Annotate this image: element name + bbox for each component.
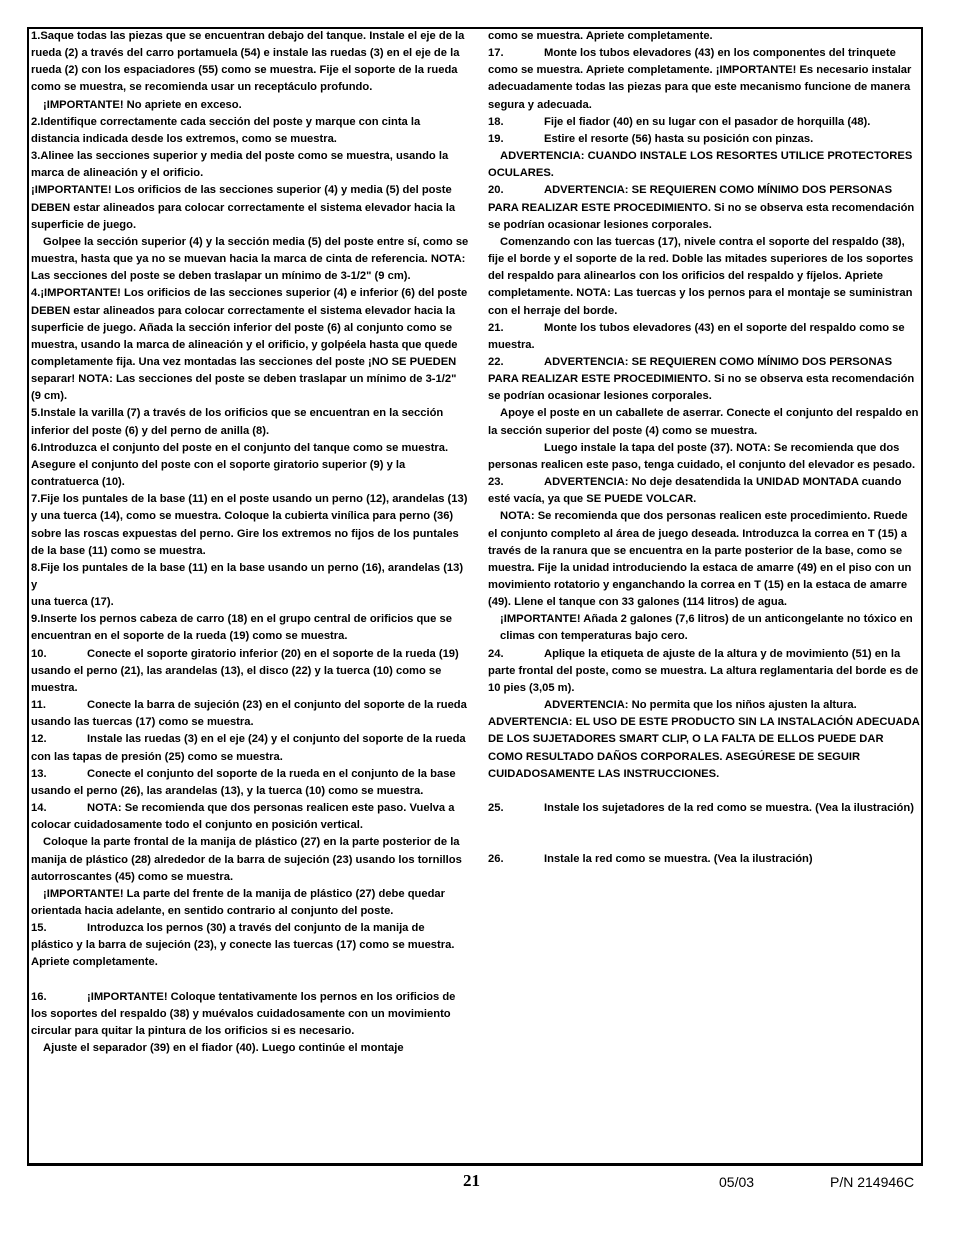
instruction-paragraph [488,714,920,783]
instruction-paragraph [488,474,920,508]
step-text: Comenzando con las tuercas (17), nivele contra el soporte del respaldo (38), fije el borde y el soporte de la red. Doble las mitades superiores de los soportes del respaldo para alinearlos con los orificios del respaldo y fíjelos. Apriete completamente. NOTA: Las tuercas y los pernos para el montaje se suministran con el herraje del borde. [488,235,914,317]
step-text: una tuerca (17). [31,596,114,609]
instruction-paragraph [488,182,920,233]
step-number: 16. [31,990,47,1003]
step-number: 13. [31,767,47,780]
step-text: Golpee la sección superior (4) y la sección media (5) del poste entre sí, como se muestra, hasta que ya no se muevan hacia la marca de cinta de referencia. NOTA: Las secciones del poste se deben traslapar un mínimo de 3-1/2" (9 cm). [31,235,469,283]
step-text: ¡IMPORTANTE! Los orificios de las secciones superior (4) y media (5) del poste DEBEN estar alineados para colocar correctamente el sistema elevador hacia la superficie de juego. [31,184,456,231]
instruction-paragraph [31,594,469,611]
instruction-paragraph [31,285,469,405]
step-text: Instale las ruedas (3) en el eje (24) y el conjunto del soporte de la rueda con las tapas de presión (25) como se muestra. [31,733,466,763]
step-text: 9.Inserte los pernos cabeza de carro (18) en el grupo central de orificios que se encuentran en el soporte de la rueda (19) como se muestra. [31,613,452,643]
instruction-paragraph [31,1040,469,1057]
instruction-paragraph [488,628,920,645]
instruction-paragraph [31,405,469,439]
step-text: 3.Alinee las secciones superior y media del poste como se muestra, usando la marca de alineación y el orificio. [31,150,449,180]
step-text: Instale la red como se muestra. (Vea la ilustración) [544,853,813,866]
instruction-paragraph [488,131,920,148]
instruction-paragraph [488,508,920,611]
instruction-paragraph [488,817,920,834]
step-number: 15. [31,922,47,935]
step-text: 8.Fije los puntales de la base (11) en la base usando un perno (16), arandelas (13) y [31,561,464,591]
step-number: 14. [31,802,47,815]
step-text: ADVERTENCIA: CUANDO INSTALE LOS RESORTES UTILICE PROTECTORES OCULARES. [488,150,913,180]
step-number: 22. [488,355,504,368]
step-number: 24. [488,647,504,660]
step-text: Fije el fiador (40) en su lugar con el pasador de horquilla (48). [544,115,871,128]
right-column [488,28,920,869]
step-number: 25. [488,802,504,815]
instruction-paragraph [31,800,469,834]
instruction-paragraph [488,28,920,45]
step-text: Monte los tubos elevadores (43) en los componentes del trinquete como se muestra. Apriete completamente. ¡IMPORTANTE! Es necesario instalar adecuadamente todas las piezas para que este mecanismo funcione de manera segura y adecuada. [488,47,912,111]
step-text: Monte los tubos elevadores (43) en el soporte del respaldo como se muestra. [488,321,905,351]
instruction-paragraph [31,28,469,97]
step-text: ¡IMPORTANTE! La parte del frente de la manija de plástico (27) debe quedar orientada hacia adelante, en sentido contrario al conjunto del poste. [31,887,446,917]
step-number: 23. [488,476,504,489]
instruction-paragraph [31,886,469,920]
instruction-paragraph [488,354,920,405]
step-text: ADVERTENCIA: SE REQUIEREN COMO MÍNIMO DOS PERSONAS PARA REALIZAR ESTE PROCEDIMIENTO. Si no se observa esta recomendación se podrían ocasionar lesiones corporales. [488,184,915,231]
instruction-paragraph [31,491,469,560]
step-number: 17. [488,47,504,60]
step-text: ¡IMPORTANTE! Añada 2 galones (7,6 litros) de un anticongelante no tóxico en [500,613,913,626]
instruction-paragraph [31,97,469,114]
step-text: ¡IMPORTANTE! No apriete en exceso. [43,98,242,111]
step-text: NOTA: Se recomienda que dos personas realicen este procedimiento. Ruede el conjunto completo al área de juego deseada. Introduzca la correa en T (15) a través de la ranura que se encuentra en la parte posterior de la base, como se muestra. Fije la unidad introduciendo la estaca de amarre (49) en el piso con un movimiento rotatorio y enganchando la correa en T (15) en la estaca de amarre (49). Llene el tanque con 33 galones (114 litros) de agua. [488,510,912,609]
instruction-paragraph [31,611,469,645]
instruction-paragraph [488,834,920,851]
step-text: NOTA: Se recomienda que dos personas realicen este paso. Vuelva a colocar cuidadosamente todo el conjunto en posición vertical. [31,802,455,832]
step-text: Conecte el soporte giratorio inferior (20) en el soporte de la rueda (19) usando el perno (21), las arandelas (13), el disco (22) y la tuerca (10) como se muestra. [31,647,459,694]
step-text: 7.Fije los puntales de la base (11) en el poste usando un perno (12), arandelas (13) y una tuerca (14), como se muestra. Coloque la cubierta vinílica para perno (36) sobre las roscas expuestas del perno. Gire los extremos no fijos de los puntales de la base (11) como se muestra. [31,493,468,557]
step-number: 11. [31,699,46,712]
instruction-paragraph [31,731,469,765]
instruction-paragraph [31,234,469,285]
step-text: Conecte la barra de sujeción (23) en el conjunto del soporte de la rueda usando las tuercas (17) como se muestra. [31,699,467,729]
instruction-paragraph [31,834,469,885]
step-number: 10. [31,647,47,660]
instruction-paragraph [31,440,469,491]
instruction-paragraph [488,320,920,354]
step-text: Instale los sujetadores de la red como se muestra. (Vea la ilustración) [544,802,914,815]
step-text: Aplique la etiqueta de ajuste de la altura y de movimiento (51) en la parte frontal del poste, como se muestra. La altura reglamentaria del borde es de 10 pies (3,05 m). [488,647,919,694]
instruction-paragraph [488,234,920,320]
instruction-paragraph [31,989,469,1040]
step-text: ¡IMPORTANTE! Coloque tentativamente los pernos en los orificios de los soportes del respaldo (38) y muévalos cuidadosamente con un movimiento circular para quitar la pintura de los orificios si es necesario. [31,990,456,1038]
step-number: 20. [488,184,504,197]
step-text: Coloque la parte frontal de la manija de plástico (27) en la parte posterior de la manija de plástico (28) alrededor de la barra de sujeción (23) usando los tornillos autorroscantes (45) como se muestra. [31,836,462,883]
step-text: ADVERTENCIA: SE REQUIEREN COMO MÍNIMO DOS PERSONAS PARA REALIZAR ESTE PROCEDIMIENTO. Si no se observa esta recomendación se podrían ocasionar lesiones corporales. [488,355,915,403]
instruction-paragraph [31,114,469,148]
step-text: 1.Saque todas las piezas que se encuentran debajo del tanque. Instale el eje de la rueda (2) a través del carro portamuela (54) e instale las ruedas (3) en el eje de la rueda (2) con los espaciadores (55) como se muestra. Fije el soporte de la rueda como se muestra, se recomienda usar un receptáculo profundo. [31,30,465,94]
instruction-paragraph [488,800,920,817]
step-number: 26. [488,853,504,866]
instruction-paragraph [31,560,469,594]
instruction-paragraph [31,148,469,182]
instruction-paragraph [488,783,920,800]
step-number: 21. [488,321,504,334]
part-number: P/N 214946C [830,1174,915,1190]
instruction-paragraph [31,646,469,697]
step-text: 6.Introduzca el conjunto del poste en el conjunto del tanque como se muestra. Asegure el conjunto del poste con el soporte giratorio superior (9) y la contratuerca (10). [31,441,449,489]
instruction-paragraph [488,611,920,628]
step-text: Luego instale la tapa del poste (37). NOTA: Se recomienda que dos personas realicen este paso, tenga cuidado, el conjunto del elevador es pesado. [488,441,916,471]
step-text: Introduzca los pernos (30) a través del conjunto de la manija de plástico y la barra de sujeción (23), y conecte las tuercas (17) como se muestra. Apriete completamente. [31,922,455,969]
step-text: ADVERTENCIA: No deje desatendida la UNIDAD MONTADA cuando esté vacía, ya que SE PUEDE VOLCAR. [488,476,902,506]
instruction-paragraph [31,182,469,233]
instruction-paragraph [488,45,920,114]
instruction-paragraph [31,766,469,800]
instruction-paragraph [488,114,920,131]
instruction-paragraph [488,851,920,868]
instruction-paragraph [488,697,920,714]
instruction-paragraph [488,646,920,697]
step-text: Apoye el poste en un caballete de aserrar. Conecte el conjunto del respaldo en la sección superior del poste (4) como se muestra. [488,407,919,437]
step-text: climas con temperaturas bajo cero. [500,630,688,643]
step-text: Estire el resorte (56) hasta su posición con pinzas. [544,132,814,145]
step-text: Ajuste el separador (39) en el fiador (40). Luego continúe el montaje [43,1042,404,1055]
instruction-paragraph [488,440,920,474]
step-text: 4.¡IMPORTANTE! Los orificios de las secciones superior (4) e inferior (6) del poste DEBEN estar alineados para colocar correctamente el sistema elevador hacia la superficie de juego. Añada la sección inferior del poste (6) al conjunto como se muestra, usando la marca de alineación y el orificio, y golpéela hasta que quede completamente fija. Una vez montadas las secciones del poste ¡NO SE PUEDEN separar! NOTA: Las secciones del poste se deben traslapar un mínimo de 3-1/2" (9 cm). [31,287,468,403]
step-text: ADVERTENCIA: No permita que los niños ajusten la altura. [544,699,857,712]
step-text: ADVERTENCIA: EL USO DE ESTE PRODUCTO SIN LA INSTALACIÓN ADECUADA DE LOS SUJETADORES SMART CLIP, O LA FALTA DE ELLOS PUEDE DAR COMO RESULTADO DAÑOS CORPORALES. ASEGÚRESE DE SEGUIR CUIDADOSAMENTE LAS INSTRUCCIONES. [488,716,920,780]
step-text: 5.Instale la varilla (7) a través de los orificios que se encuentran en la sección inferior del poste (6) y del perno de anilla (8). [31,407,444,437]
instruction-paragraph [488,405,920,439]
step-number: 19. [488,132,504,145]
step-number: 12. [31,733,47,746]
step-number: 18. [488,115,504,128]
instruction-paragraph [31,972,469,989]
instruction-paragraph [31,920,469,971]
instruction-paragraph [31,697,469,731]
step-text: 2.Identifique correctamente cada sección del poste y marque con cinta la distancia indicada desde los extremos, como se muestra. [31,115,421,145]
step-text: Conecte el conjunto del soporte de la rueda en el conjunto de la base usando el perno (26), las arandelas (13), y la tuerca (10) como se muestra. [31,767,456,797]
step-text: como se muestra. Apriete completamente. [488,30,713,42]
page-number: 21 [463,1171,480,1190]
left-column [31,28,469,1057]
instruction-paragraph [488,148,920,182]
revision-date: 05/03 [719,1174,755,1190]
